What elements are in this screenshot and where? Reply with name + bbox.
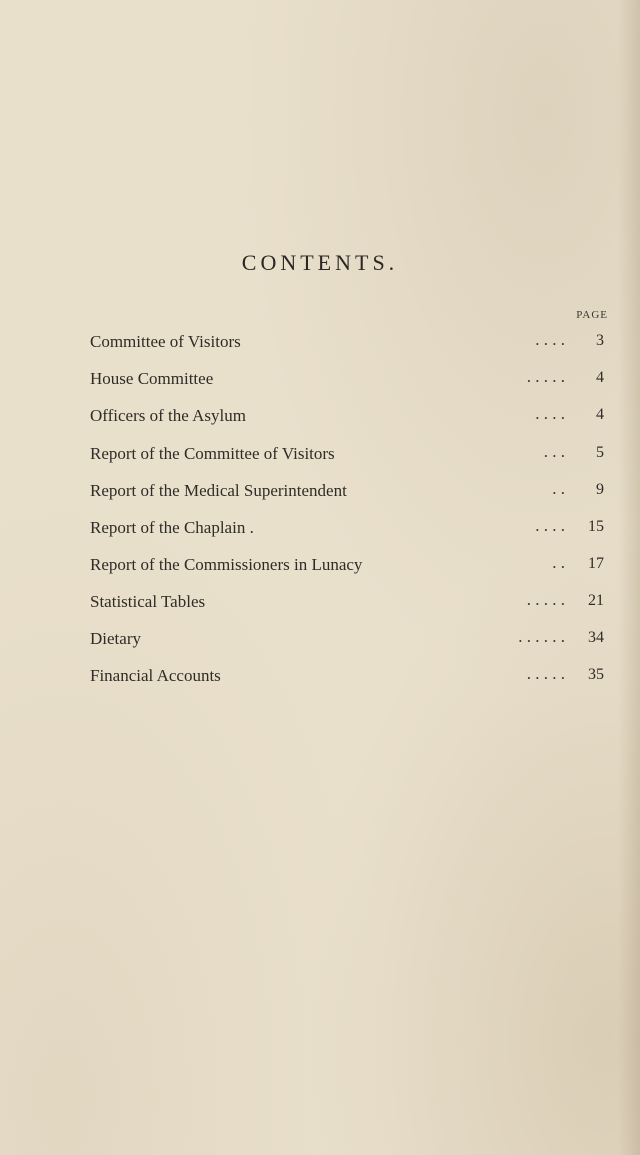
toc-entry-page: 4 bbox=[596, 406, 604, 423]
toc-entry bbox=[90, 514, 610, 550]
toc-entry-leader: . . . . . . bbox=[518, 627, 565, 646]
toc-entry-page: 17 bbox=[588, 555, 604, 572]
toc-entry-leader: . . . . bbox=[535, 516, 565, 535]
toc-entry-leader: . . . . bbox=[535, 330, 565, 349]
toc-entry bbox=[90, 662, 610, 698]
toc-entry-leader: . . . . . bbox=[526, 590, 565, 609]
toc-entry bbox=[90, 365, 610, 401]
toc-entry-page: 3 bbox=[596, 332, 604, 349]
page-column-label: PAGE bbox=[576, 309, 608, 321]
toc-entry-page: 21 bbox=[588, 592, 604, 609]
toc-entry-leader: . . . . bbox=[535, 404, 565, 423]
toc-entry bbox=[90, 328, 610, 364]
toc-entry-page: 9 bbox=[596, 481, 604, 498]
toc-entry-title: House Committee bbox=[90, 369, 214, 388]
toc-entry-page: 35 bbox=[588, 666, 604, 683]
toc-entry-title: Financial Accounts bbox=[90, 666, 221, 685]
toc-entry bbox=[90, 588, 610, 624]
toc-entry bbox=[90, 477, 610, 513]
toc-entry-leader: . . bbox=[552, 553, 565, 572]
toc-entry bbox=[90, 440, 610, 476]
toc-entry-title: Statistical Tables bbox=[90, 592, 206, 611]
contents-heading: CONTENTS. bbox=[241, 250, 399, 275]
toc-entry bbox=[90, 625, 610, 661]
toc-entry-title: Report of the Commissioners in Lunacy bbox=[90, 555, 363, 574]
toc-entry-title: Dietary bbox=[90, 629, 141, 648]
toc-entry-page: 4 bbox=[596, 369, 604, 386]
toc-entry-title: Report of the Medical Superintendent bbox=[90, 481, 347, 500]
toc-entry-page: 5 bbox=[596, 444, 604, 461]
toc-entry-leader: . . . bbox=[543, 442, 565, 461]
toc-entry-page: 15 bbox=[588, 518, 604, 535]
toc-entry bbox=[90, 551, 610, 587]
toc-entry-page: 34 bbox=[588, 629, 604, 646]
toc-entry-title: Report of the Committee of Visitors bbox=[90, 444, 335, 463]
toc-entry-leader: . . . . . bbox=[526, 367, 565, 386]
page-edge-shadow bbox=[618, 0, 640, 1155]
toc-entry bbox=[90, 402, 610, 438]
toc-entry-leader: . . bbox=[552, 479, 565, 498]
toc-entry-title: Officers of the Asylum bbox=[90, 406, 246, 425]
toc-entry-title: Report of the Chaplain . bbox=[90, 518, 254, 537]
toc-entry-title: Committee of Visitors bbox=[90, 332, 241, 351]
toc-entry-leader: . . . . . bbox=[526, 664, 565, 683]
